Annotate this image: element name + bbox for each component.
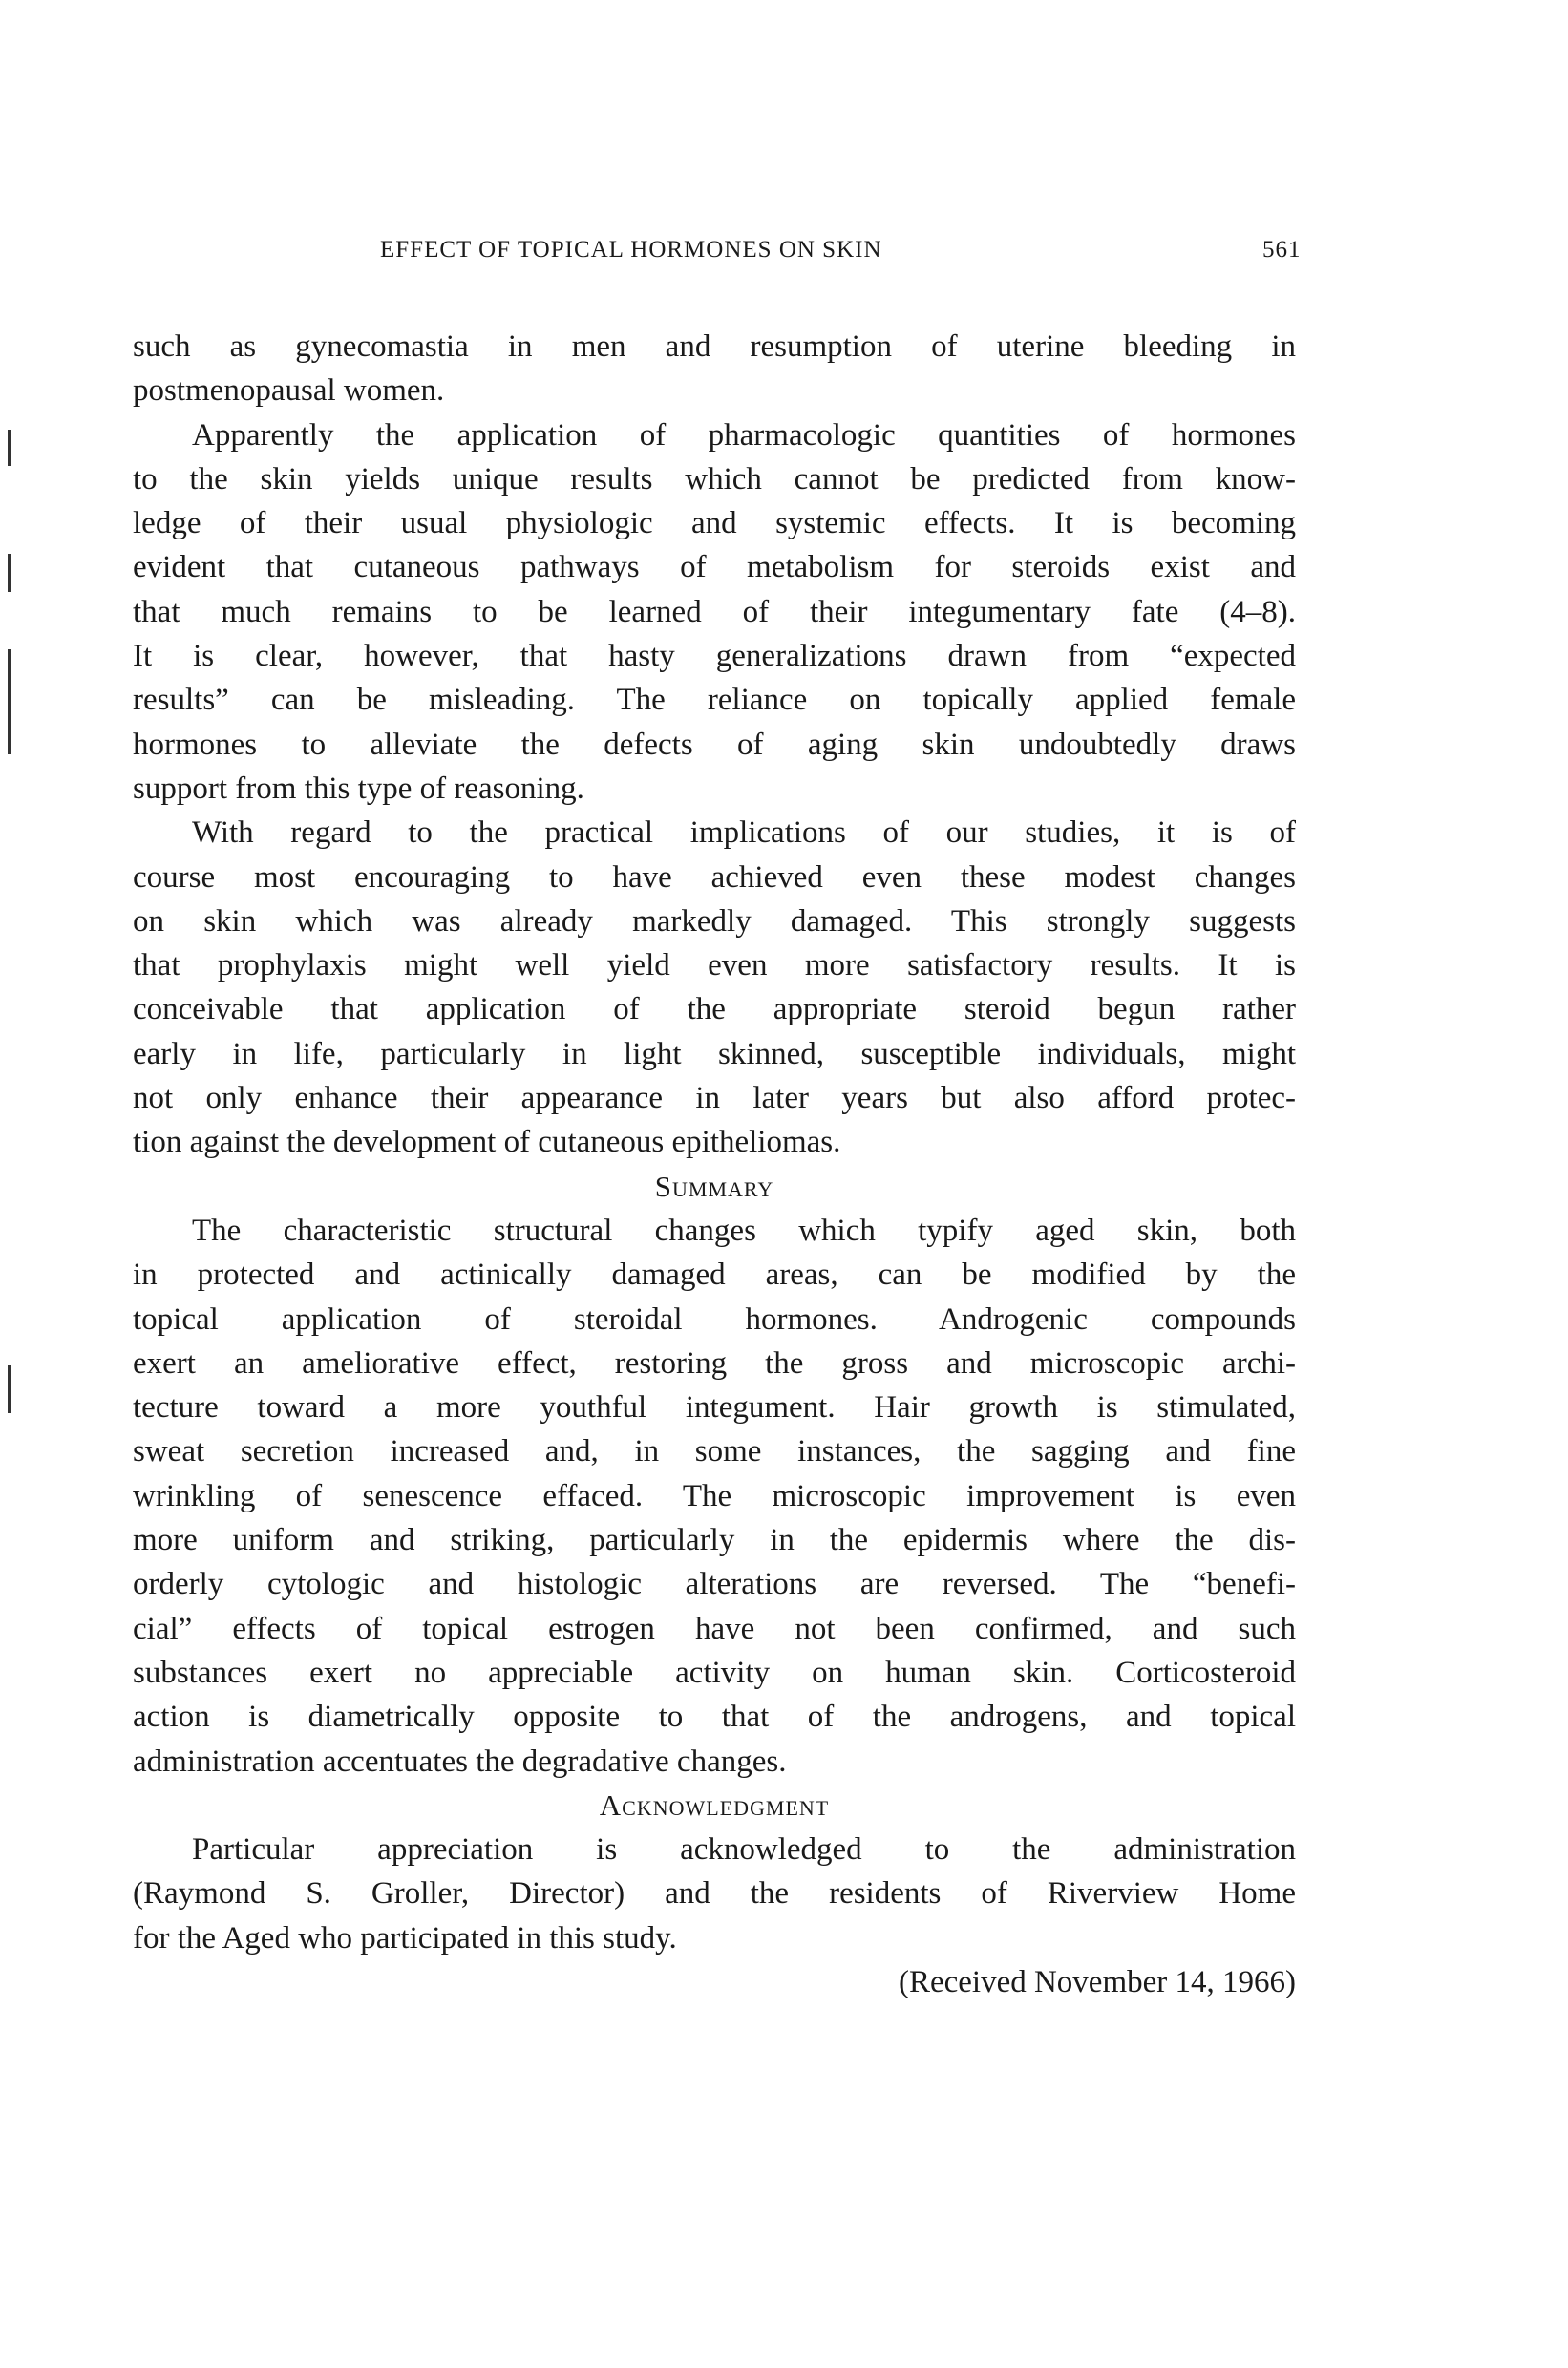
document-body xyxy=(133,325,1296,2004)
paragraph-line: that prophylaxis might well yield even more satisfactory results. It is xyxy=(133,948,1296,983)
paragraph-line: such as gynecomastia in men and resumption of uterine bleeding in xyxy=(133,329,1296,364)
summary-line: tecture toward a more youthful integument. Hair growth is stimulated, xyxy=(133,1390,1296,1426)
summary-line: topical application of steroidal hormones. Androgenic compounds xyxy=(133,1301,1296,1337)
paragraph-line: course most encouraging to have achieved even these modest changes xyxy=(133,859,1296,895)
scan-margin-mark xyxy=(8,554,11,592)
paragraph-line: conceivable that application of the appropriate steroid begun rather xyxy=(133,992,1296,1027)
paragraph-line: support from this type of reasoning. xyxy=(133,771,584,806)
paragraph-line: tion against the development of cutaneous epitheliomas. xyxy=(133,1125,841,1160)
summary-line: more uniform and striking, particularly in the epidermis where the dis- xyxy=(133,1523,1296,1558)
paragraph-line: hormones to alleviate the defects of aging skin undoubtedly draws xyxy=(133,727,1296,762)
summary-line: exert an ameliorative effect, restoring the gross and microscopic archi- xyxy=(133,1345,1296,1381)
summary-line: wrinkling of senescence effaced. The microscopic improvement is even xyxy=(133,1478,1296,1513)
paragraph-line: not only enhance their appearance in later years but also afford protec- xyxy=(133,1081,1296,1116)
acknowledgment-heading: Acknowledgment xyxy=(599,1787,830,1822)
scan-margin-mark xyxy=(8,649,11,754)
summary-line: administration accentuates the degradative changes. xyxy=(133,1744,787,1779)
acknowledgment-line: Particular appreciation is acknowledged to the administration xyxy=(192,1832,1296,1868)
summary-line: cial” effects of topical estrogen have not been confirmed, and such xyxy=(133,1611,1296,1646)
paragraph-line: postmenopausal women. xyxy=(133,373,445,409)
scan-margin-mark xyxy=(8,430,11,466)
summary-heading: Summary xyxy=(654,1169,774,1203)
summary-line: The characteristic structural changes which typify aged skin, both xyxy=(192,1213,1296,1248)
summary-line: sweat secretion increased and, in some instances, the sagging and fine xyxy=(133,1434,1296,1469)
paragraph-line: Apparently the application of pharmacologic quantities of hormones xyxy=(192,417,1296,453)
running-title: EFFECT OF TOPICAL HORMONES ON SKIN xyxy=(380,237,882,263)
received-date: (Received November 14, 1966) xyxy=(898,1964,1296,1999)
paragraph-line: It is clear, however, that hasty generalizations drawn from “expected xyxy=(133,639,1296,674)
acknowledgment-line: (Raymond S. Groller, Director) and the residents of Riverview Home xyxy=(133,1876,1296,1912)
paragraph-line: ledge of their usual physiologic and systemic effects. It is becoming xyxy=(133,506,1296,541)
summary-line: substances exert no appreciable activity on human skin. Corticosteroid xyxy=(133,1655,1296,1690)
page-number: 561 xyxy=(1262,237,1302,263)
paragraph-line: that much remains to be learned of their integumentary fate (4–8). xyxy=(133,594,1296,629)
summary-line: in protected and actinically damaged areas, can be modified by the xyxy=(133,1258,1296,1293)
paragraph-line: early in life, particularly in light skinned, susceptible individuals, might xyxy=(133,1036,1296,1071)
paragraph-line: to the skin yields unique results which cannot be predicted from know- xyxy=(133,461,1296,497)
paragraph-line: results” can be misleading. The reliance on topically applied female xyxy=(133,683,1296,718)
running-header xyxy=(0,237,1568,275)
scan-margin-mark xyxy=(8,1365,11,1413)
paragraph-line: With regard to the practical implications of our studies, it is of xyxy=(192,815,1296,851)
acknowledgment-line: for the Aged who participated in this study. xyxy=(133,1920,677,1956)
paragraph-line: evident that cutaneous pathways of metabolism for steroids exist and xyxy=(133,550,1296,585)
summary-line: orderly cytologic and histologic alterations are reversed. The “benefi- xyxy=(133,1567,1296,1602)
summary-line: action is diametrically opposite to that of the androgens, and topical xyxy=(133,1700,1296,1735)
paragraph-line: on skin which was already markedly damaged. This strongly suggests xyxy=(133,903,1296,939)
